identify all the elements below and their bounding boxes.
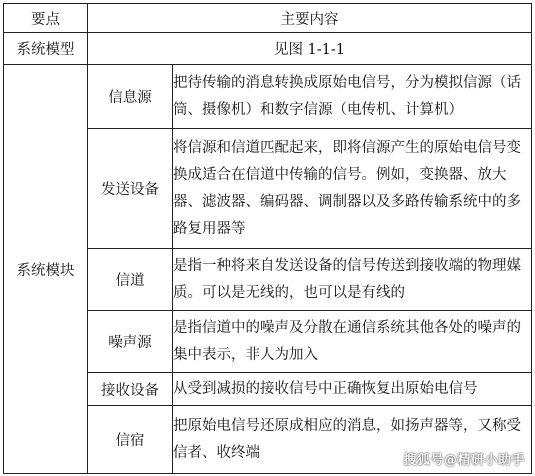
header-content: 主要内容 xyxy=(88,4,532,33)
system-model-content: 见图 1-1-1 xyxy=(88,33,532,65)
module-description: 是指一种将来自发送设备的信号传送到接收端的物理媒质。可以是无线的，也可以是有线的 xyxy=(173,249,532,311)
module-description: 把待传输的消息转换成原始电信号，分为模拟信源（话筒、摄像机）和数字信源（电传机、计算机） xyxy=(173,65,532,129)
module-description: 把原始电信号还原成相应的消息，如扬声器等，又称受信者、收终端 xyxy=(173,406,532,474)
header-point: 要点 xyxy=(4,4,88,33)
module-description: 从受到减损的接收信号中正确恢复出原始电信号 xyxy=(173,373,532,406)
module-name: 发送设备 xyxy=(88,129,173,249)
module-name: 接收设备 xyxy=(88,373,173,406)
module-row xyxy=(4,65,532,129)
system-modules-label: 系统模块 xyxy=(4,65,88,474)
system-model-label: 系统模型 xyxy=(4,33,88,65)
module-description: 是指信道中的噪声及分散在通信系统其他各处的噪声的集中表示，非人为加入 xyxy=(173,311,532,373)
module-description: 将信源和信道匹配起来，即将信源产生的原始电信号变换成适合在信道中传输的信号。例如，变换器、放大器、滤波器、编码器、调制器以及多路传输系统中的多路复用器等 xyxy=(173,129,532,249)
system-model-row xyxy=(4,33,532,65)
module-name: 噪声源 xyxy=(88,311,173,373)
module-name: 信道 xyxy=(88,249,173,311)
module-name: 信息源 xyxy=(88,65,173,129)
system-model-table xyxy=(3,3,532,474)
header-row xyxy=(4,4,532,33)
watermark: 搜狐号@精研小助手 xyxy=(403,453,525,468)
module-name: 信宿 xyxy=(88,406,173,474)
